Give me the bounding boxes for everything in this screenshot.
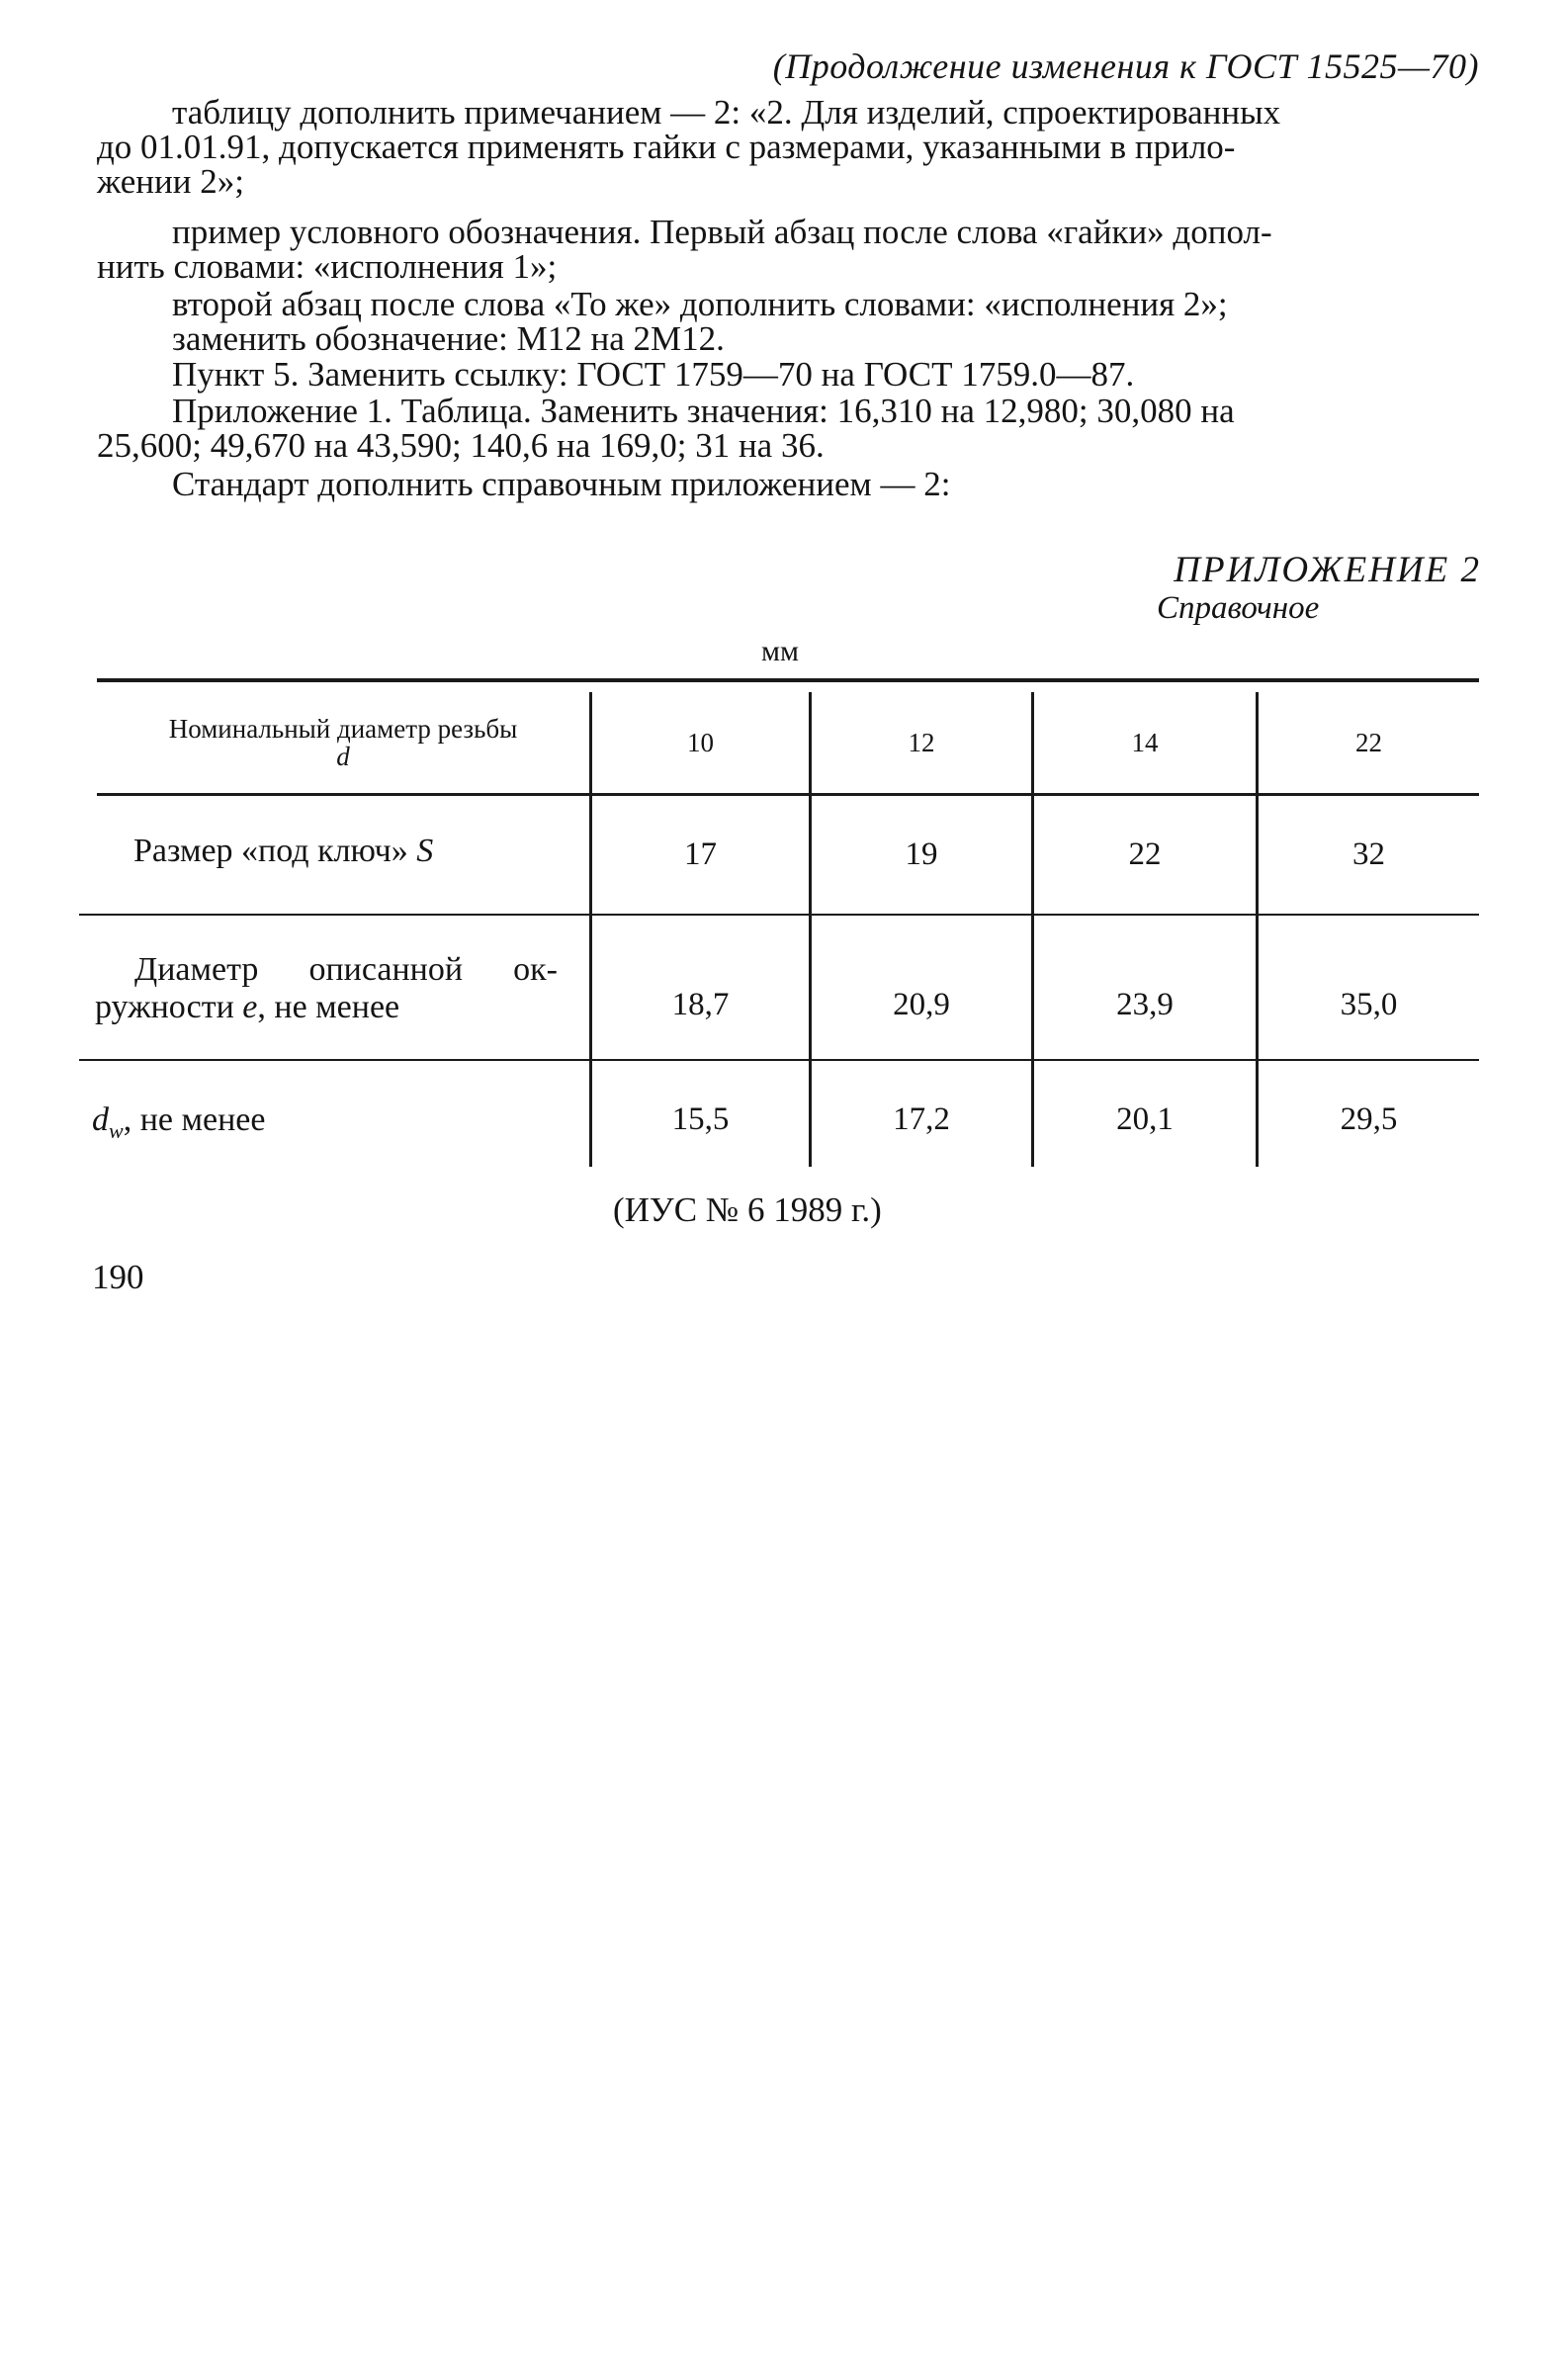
table-cell: 35,0	[1340, 986, 1398, 1022]
paragraph-line: жении 2»;	[97, 162, 244, 201]
paragraph-appendix-1	[97, 394, 1481, 463]
appendix-subtitle: Справочное	[1157, 590, 1320, 626]
page-number: 190	[92, 1258, 144, 1296]
table-cell: 15,5	[671, 1100, 730, 1137]
paragraph-line: таблицу дополнить примечанием — 2: «2. Для изделий, спроектированных	[172, 93, 1281, 132]
table-cell: 20,1	[1116, 1100, 1174, 1137]
table-cell: 23,9	[1116, 986, 1174, 1022]
paragraph-line: Приложение 1. Таблица. Заменить значения: 16,310 на 12,980; 30,080 на	[172, 392, 1235, 430]
paragraph-line: пример условного обозначения. Первый абзац после слова «гайки» допол-	[172, 213, 1272, 251]
row-label-text: ружности	[95, 989, 243, 1025]
row-label-word: ок-	[513, 951, 558, 988]
paragraph-line: нить словами: «исполнения 1»;	[97, 247, 558, 286]
table-header-cell: 14	[1131, 727, 1159, 757]
table-header-cell: 10	[687, 727, 714, 757]
paragraph-line: заменить обозначение: М12 на 2М12.	[172, 319, 725, 358]
row-label-text: , не менее	[123, 1101, 266, 1138]
row-label-word: Диаметр	[134, 951, 259, 988]
ius-reference: (ИУС № 6 1989 г.)	[613, 1190, 882, 1229]
paragraph-line: второй абзац после слова «То же» дополнить словами: «исполнения 2»;	[172, 285, 1228, 323]
table-row-label	[92, 1101, 265, 1150]
table-cell: 19	[905, 836, 938, 872]
paragraph-replace-designation	[97, 321, 1481, 356]
row-label-subscript: w	[109, 1117, 124, 1143]
paragraph-second-abzac	[97, 287, 1481, 321]
paragraph-line: Пункт 5. Заменить ссылку: ГОСТ 1759—70 на ГОСТ 1759.0—87.	[172, 355, 1135, 394]
units-label: мм	[761, 635, 799, 667]
table-header-cell: 12	[908, 727, 935, 757]
row-label-symbol: S	[416, 833, 434, 869]
table-top-rule	[97, 678, 1479, 682]
paragraph-line: Стандарт дополнить справочным приложением — 2:	[172, 465, 951, 503]
row-label-line	[95, 989, 558, 1026]
table-cell: 29,5	[1340, 1100, 1398, 1137]
table-cell: 18,7	[671, 986, 730, 1022]
paragraph-line: 25,600; 49,670 на 43,590; 140,6 на 169,0; 31 на 36.	[97, 426, 825, 465]
table-row-rule	[79, 914, 1479, 916]
row-label-text: Размер «под ключ»	[133, 833, 417, 869]
paragraph-item-5	[97, 357, 1481, 392]
paragraph-standard-addition	[97, 467, 1481, 501]
row-label-text: , не менее	[257, 989, 400, 1025]
row-label-line	[95, 951, 558, 989]
table-header-label	[97, 692, 589, 793]
table-row-label	[95, 951, 558, 1026]
appendix-title: ПРИЛОЖЕНИЕ 2	[1174, 550, 1481, 590]
header-label-text: Номинальный диаметр резьбы	[168, 714, 518, 744]
row-label-symbol: d	[92, 1101, 109, 1138]
table-cell: 22	[1128, 836, 1162, 872]
table-cell: 17,2	[893, 1100, 950, 1137]
table-row-rule	[79, 1059, 1479, 1061]
paragraph-line: до 01.01.91, допускается применять гайки с размерами, указанными в прило-	[97, 128, 1236, 166]
row-label-symbol: e	[242, 989, 258, 1025]
table-row-label	[133, 833, 433, 870]
table-cell: 17	[684, 836, 717, 872]
paragraph-designation-example	[97, 215, 1481, 284]
table-cell: 32	[1352, 836, 1385, 872]
table-header-cell: 22	[1355, 727, 1382, 757]
header-label-symbol: d	[336, 742, 350, 771]
running-header: (Продолжение изменения к ГОСТ 15525—70)	[772, 46, 1479, 86]
row-label-word: описанной	[308, 951, 464, 988]
table-cell: 20,9	[893, 986, 950, 1022]
paragraph-note-addition	[97, 95, 1481, 199]
